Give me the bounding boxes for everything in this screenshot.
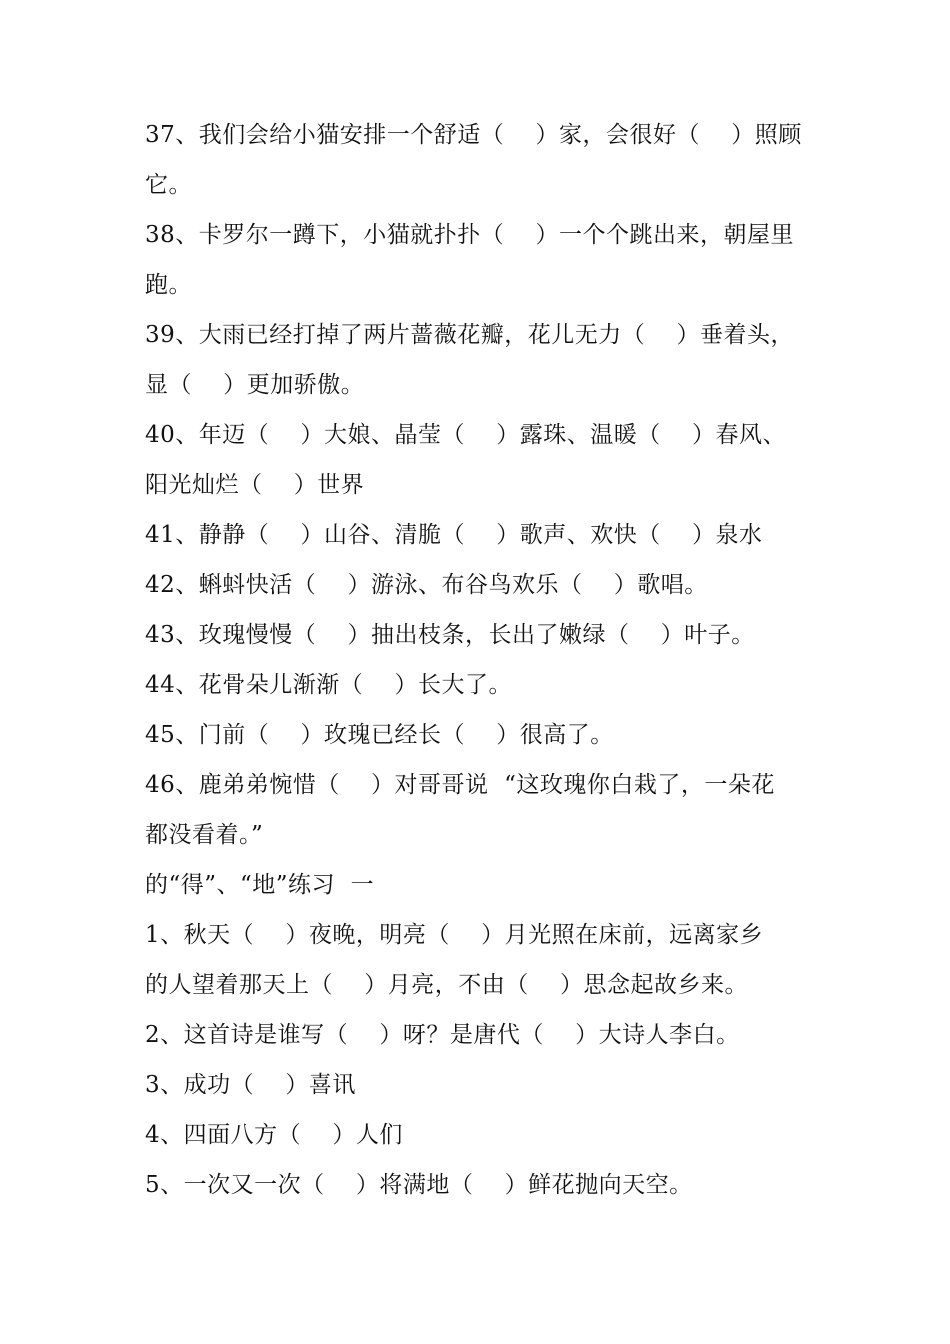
text-line: 38、卡罗尔一蹲下，小猫就扑扑（ ）一个个跳出来，朝屋里 (145, 222, 795, 248)
exercise-text (145, 115, 825, 1215)
text-line: 它。 (145, 172, 192, 198)
text-line: 44、花骨朵儿渐渐（ ）长大了。 (145, 672, 513, 698)
text-line: 的人望着那天上（ ）月亮，不由（ ）思念起故乡来。 (145, 972, 748, 998)
text-line: 5、一次又一次（ ）将满地（ ）鲜花抛向天空。 (145, 1172, 693, 1198)
text-line: 46、鹿弟弟惋惜（ ）对哥哥说 “这玫瑰你白栽了，一朵花 (145, 772, 775, 798)
text-line: 1、秋天（ ）夜晚，明亮（ ）月光照在床前，远离家乡 (145, 922, 764, 948)
text-line: 4、四面八方（ ）人们 (145, 1122, 403, 1148)
text-line: 显（ ）更加骄傲。 (145, 372, 365, 398)
text-line: 42、蝌蚪快活（ ）游泳、布谷鸟欢乐（ ）歌唱。 (145, 572, 708, 598)
text-line: 41、静静（ ）山谷、清脆（ ）歌声、欢快（ ）泉水 (145, 522, 763, 548)
text-line: 跑。 (145, 272, 192, 298)
text-line: 阳光灿烂（ ）世界 (145, 472, 365, 498)
text-line: 2、这首诗是谁写（ ）呀？是唐代（ ）大诗人李白。 (145, 1022, 740, 1048)
text-line: 37、我们会给小猫安排一个舒适（ ）家，会很好（ ）照顾 (145, 122, 802, 148)
text-line: 40、年迈（ ）大娘、晶莹（ ）露珠、温暖（ ）春风、 (145, 422, 786, 448)
text-line: 都没看着。” (145, 822, 264, 848)
text-line: 43、玫瑰慢慢（ ）抽出枝条，长出了嫩绿（ ）叶子。 (145, 622, 755, 648)
section-heading: 的“得”、“地”练习 一 (145, 872, 375, 898)
text-line: 39、大雨已经打掉了两片蔷薇花瓣，花儿无力（ ）垂着头， (145, 322, 795, 348)
text-line: 3、成功（ ）喜讯 (145, 1072, 356, 1098)
text-line: 45、门前（ ）玫瑰已经长（ ）很高了。 (145, 722, 614, 748)
